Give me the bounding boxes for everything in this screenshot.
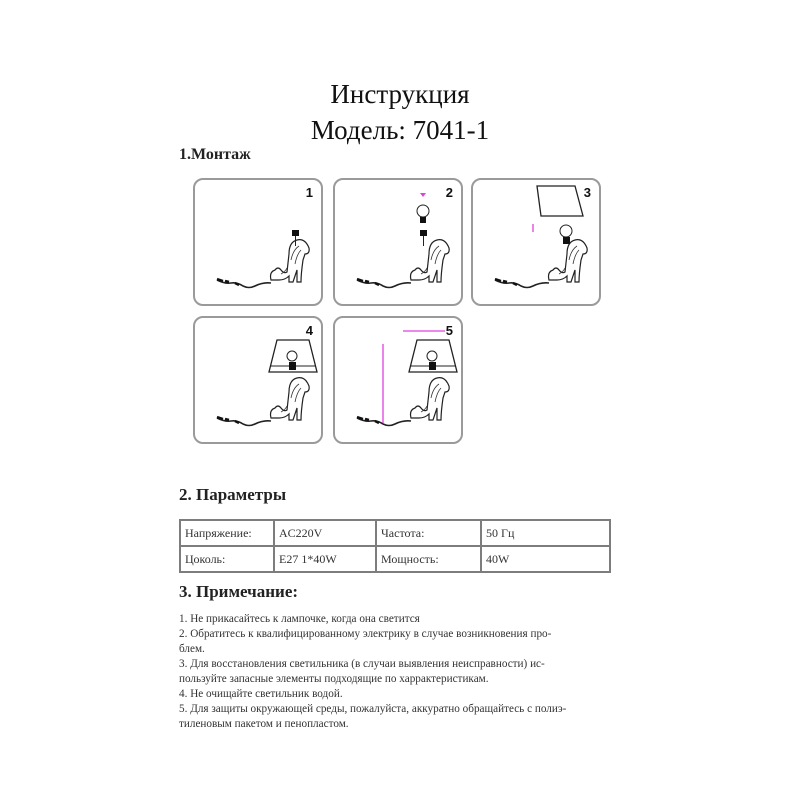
rotate-arrow-icon	[420, 193, 426, 197]
note-line: 2. Обратитесь к квалифицированному электрику в случае возникновения про-	[179, 628, 552, 640]
bulb-icon	[287, 351, 297, 361]
param-label-voltage: Напряжение:	[180, 520, 274, 546]
bulb-icon	[560, 225, 572, 237]
model-number: Модель: 7041-1	[310, 115, 490, 145]
socket-icon	[420, 230, 427, 236]
note-line: пользуйте запасные элементы подходящие по харрактеристикам.	[179, 673, 489, 685]
assembly-step-4	[193, 316, 323, 444]
document-title: Инструкция	[330, 79, 470, 109]
parameters-heading: 2. Параметры	[179, 485, 287, 504]
assembly-step-2	[333, 178, 463, 306]
assembly-step-5	[333, 316, 463, 444]
table-row	[180, 520, 610, 546]
notes-heading: 3. Примечание:	[179, 582, 299, 601]
param-value-power: 40W	[481, 546, 610, 572]
step-number: 1	[305, 185, 313, 200]
bulb-icon	[417, 205, 429, 217]
socket-icon	[292, 230, 299, 236]
shade-install-illustration	[473, 180, 599, 304]
step-number: 5	[445, 323, 453, 338]
param-label-socket: Цоколь:	[180, 546, 274, 572]
note-line: тиленовым пакетом и пенопластом.	[179, 718, 349, 730]
notes-list	[179, 612, 619, 732]
note-line: блем.	[179, 643, 205, 655]
param-label-power: Мощность:	[376, 546, 481, 572]
param-value-frequency: 50 Гц	[481, 520, 610, 546]
note-line: 1. Не прикасайтесь к лампочке, когда она светится	[179, 613, 420, 625]
step-number: 4	[305, 323, 313, 338]
assembly-heading: 1.Монтаж	[179, 146, 251, 163]
lamp-base-illustration	[195, 180, 321, 304]
shade-fitted-illustration	[195, 318, 321, 442]
bulb-install-illustration	[335, 180, 461, 304]
param-label-frequency: Частота:	[376, 520, 481, 546]
table-row	[180, 546, 610, 572]
param-value-socket: E27 1*40W	[274, 546, 376, 572]
step-number: 3	[583, 185, 591, 200]
parameters-table	[179, 519, 611, 573]
lampshade-icon	[537, 186, 583, 216]
param-value-voltage: AC220V	[274, 520, 376, 546]
step-number: 2	[445, 185, 453, 200]
assembly-step-3	[471, 178, 601, 306]
dimensions-illustration	[335, 318, 461, 442]
assembly-step-1	[193, 178, 323, 306]
note-line: 3. Для восстановления светильника (в случаи выявления неисправности) ис-	[179, 658, 545, 670]
note-line: 4. Не очищайте светильник водой.	[179, 688, 343, 700]
note-line: 5. Для защиты окружающей среды, пожалуйста, аккуратно обращайтесь с полиэ-	[179, 703, 567, 715]
bulb-icon	[427, 351, 437, 361]
